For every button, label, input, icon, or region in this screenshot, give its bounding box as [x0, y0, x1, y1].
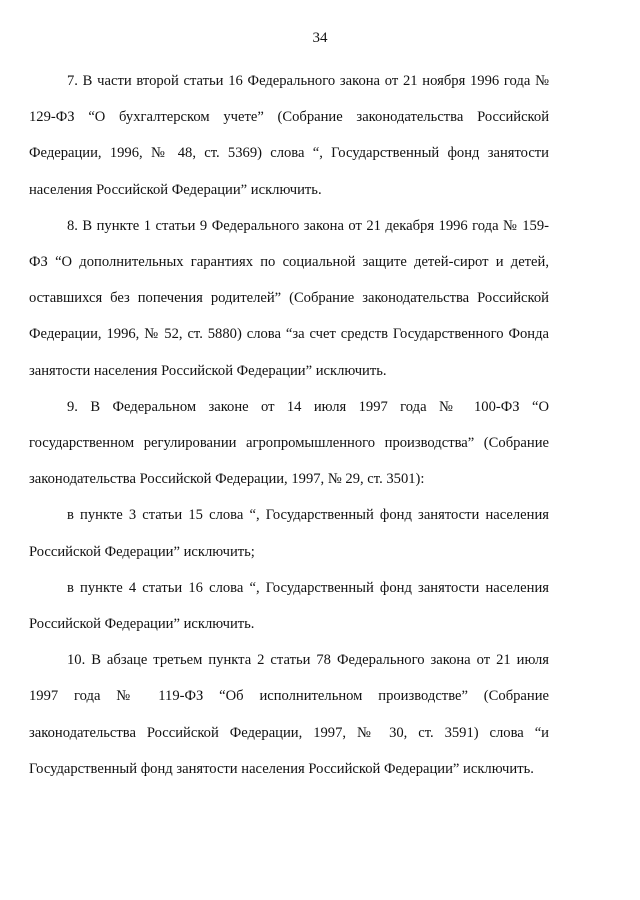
paragraph-8: 8. В пункте 1 статьи 9 Федерального закона от 21 декабря 1996 года № 159-ФЗ “О дополнительных гарантиях по социальной защите детей-сирот и детей, оставшихся без попечения родителей” (Собрание законодательства Российской Федерации, 1996, № 52, ст. 5880) слова “за счет средств Государственного Фонда занятости населения Российской Федерации” исключить.	[29, 217, 549, 379]
paragraph-9-item-1: в пункте 3 статьи 15 слова “, Государственный фонд занятости населения Российской Федерации” исключить;	[29, 507, 549, 560]
paragraph-9-item-2: в пункте 4 статьи 16 слова “, Государственный фонд занятости населения Российской Федерации” исключить.	[29, 579, 549, 633]
paragraph-9: 9. В Федеральном законе от 14 июля 1997 года № 100-ФЗ “О государственном регулировании агропромышленного производства” (Собрание законодательства Российской Федерации, 1997, № 29, ст. 3501):	[29, 398, 549, 488]
document-body	[29, 63, 549, 787]
paragraph-7: 7. В части второй статьи 16 Федерального закона от 21 ноября 1996 года № 129-ФЗ “О бухгалтерском учете” (Собрание законодательства Российской Федерации, 1996, № 48, ст. 5369) слова “, Государственный фонд занятости населения Российской Федерации” исключить.	[29, 73, 549, 198]
paragraph-10: 10. В абзаце третьем пункта 2 статьи 78 Федерального закона от 21 июля 1997 года № 119-ФЗ “Об исполнительном производстве” (Собрание законодательства Российской Федерации, 1997, № 30, ст. 3591) слова “и Государственный фонд занятости населения Российской Федерации” исключить.	[29, 652, 549, 777]
page-number: 34	[312, 30, 328, 46]
